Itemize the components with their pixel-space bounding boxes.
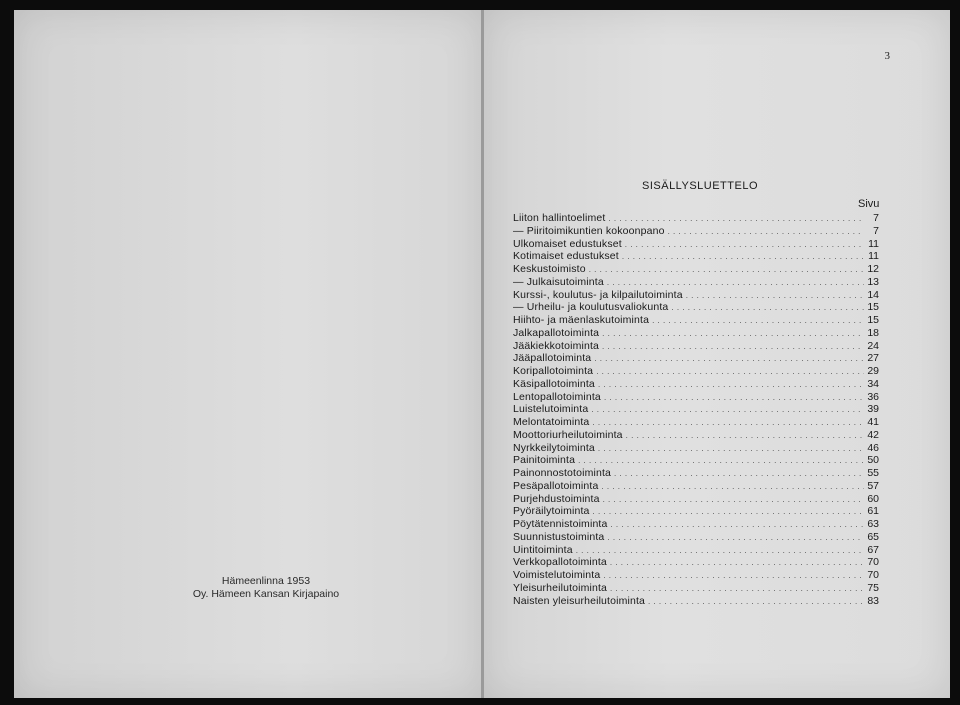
toc-entry [513, 595, 879, 608]
dot-leader [608, 212, 864, 226]
toc-entry [513, 238, 879, 251]
toc-entry-page: 41 [867, 416, 879, 428]
toc-entry [513, 250, 879, 263]
dot-leader [671, 301, 864, 315]
toc-entry-page: 39 [867, 403, 879, 416]
toc-entry [513, 505, 879, 518]
toc-entry [513, 480, 879, 493]
toc-entry [513, 467, 879, 480]
imprint-line-1: Hämeenlinna 1953 [221, 575, 311, 587]
dot-leader [648, 595, 864, 609]
toc-entry-page: 36 [867, 390, 879, 403]
toc-entry [513, 582, 879, 595]
printer-imprint [186, 575, 346, 601]
dot-leader [622, 250, 864, 264]
imprint-line-2: Oy. Hämeen Kansan Kirjapaino [192, 588, 340, 600]
toc-entry-label: Pesäpallotoiminta [513, 479, 599, 492]
toc-entry [513, 544, 879, 557]
toc-entry-label: Luistelutoiminta [513, 403, 589, 416]
toc-entry-label: Liiton hallintoelimet [513, 212, 606, 224]
toc-entry [513, 403, 879, 416]
toc-entry-page: 55 [867, 467, 879, 479]
dot-leader [603, 569, 864, 583]
dot-leader [601, 480, 864, 494]
toc-entry-page: 24 [867, 339, 879, 352]
dot-leader [607, 531, 864, 545]
toc-entry-page: 12 [867, 263, 879, 275]
toc-entry [513, 442, 879, 455]
toc-entry-page: 15 [867, 314, 879, 326]
dot-leader [602, 340, 864, 354]
page-column-header: Sivu [858, 198, 880, 210]
toc-entry [513, 301, 879, 314]
toc-entry-page: 65 [867, 530, 879, 543]
dot-leader [598, 442, 864, 456]
toc-entry-page: 57 [867, 479, 879, 492]
toc-entry [513, 327, 879, 340]
dot-leader [652, 314, 864, 328]
table-of-contents [513, 212, 879, 607]
toc-entry-page: 29 [867, 365, 879, 377]
toc-entry-page: 13 [867, 275, 879, 288]
toc-entry-page: 67 [867, 543, 879, 556]
toc-entry-page: 63 [867, 518, 879, 530]
toc-entry-page: 11 [868, 250, 879, 263]
toc-title: SISÄLLYSLUETTELO [642, 180, 759, 192]
toc-entry [513, 454, 879, 467]
toc-entry-label: Nyrkkeilytoiminta [513, 441, 595, 454]
toc-entry-page: 14 [867, 288, 879, 301]
toc-entry-label: Lentopallotoiminta [513, 390, 601, 403]
toc-entry-page: 34 [867, 377, 879, 390]
toc-entry [513, 531, 879, 544]
dot-leader [603, 493, 864, 507]
toc-entry-page: 27 [867, 352, 879, 365]
toc-entry-page: 70 [867, 569, 879, 581]
dot-leader [610, 556, 864, 570]
dot-leader [593, 505, 864, 519]
toc-entry [513, 212, 879, 225]
toc-entry-label: Jääpallotoiminta [513, 352, 592, 365]
dot-leader [626, 429, 864, 443]
toc-entry-page: 42 [867, 428, 879, 441]
toc-entry [513, 263, 879, 276]
dot-leader [576, 544, 864, 558]
toc-entry [513, 416, 879, 429]
toc-entry [513, 352, 879, 365]
toc-entry-label: — Julkaisutoiminta [513, 275, 604, 288]
toc-entry-page: 7 [873, 212, 879, 224]
dot-leader [610, 518, 864, 532]
toc-entry-label: — Piiritoimikuntien kokoonpano [513, 224, 665, 237]
dot-leader [614, 467, 864, 481]
toc-entry-page: 83 [867, 594, 879, 607]
dot-leader [668, 225, 864, 239]
dot-leader [578, 454, 864, 468]
dot-leader [591, 403, 864, 417]
toc-entry-page: 60 [867, 492, 879, 505]
toc-entry [513, 429, 879, 442]
dot-leader [596, 365, 864, 379]
toc-entry [513, 556, 879, 569]
toc-entry [513, 289, 879, 302]
toc-entry-page: 75 [867, 581, 879, 594]
toc-entry-label: Suunnistustoiminta [513, 530, 605, 543]
dot-leader [604, 391, 864, 405]
dot-leader [589, 263, 864, 277]
toc-entry [513, 340, 879, 353]
toc-entry-label: Ulkomaiset edustukset [513, 237, 622, 250]
toc-entry-label: Painitoiminta [513, 454, 576, 467]
dot-leader [607, 276, 864, 290]
dot-leader [592, 416, 864, 430]
toc-entry-page: 11 [868, 237, 879, 250]
toc-entry-page: 50 [867, 454, 879, 467]
toc-entry [513, 378, 879, 391]
toc-entry [513, 365, 879, 378]
toc-entry-page: 46 [867, 441, 879, 454]
toc-entry-label: Jalkapallotoiminta [513, 326, 600, 339]
toc-entry-label: Melontatoiminta [513, 416, 590, 428]
toc-entry-label: Moottoriurheilutoiminta [513, 428, 623, 441]
dot-leader [594, 352, 864, 366]
page-number: 3 [884, 50, 890, 62]
toc-entry-label: Kurssi-, koulutus- ja kilpailutoiminta [513, 288, 683, 301]
toc-entry-label: Voimistelutoiminta [513, 569, 601, 581]
toc-entry-page: 18 [867, 326, 879, 339]
toc-entry-label: Käsipallotoiminta [513, 377, 595, 390]
toc-entry-label: Hiihto- ja mäenlaskutoiminta [513, 314, 650, 326]
toc-entry-label: — Urheilu- ja koulutusvaliokunta [513, 301, 669, 314]
toc-entry-label: Koripallotoiminta [513, 365, 594, 377]
toc-entry [513, 314, 879, 327]
toc-entry-label: Purjehdustoiminta [513, 492, 600, 505]
dot-leader [602, 327, 864, 341]
toc-entry-page: 15 [867, 301, 879, 314]
toc-entry-label: Yleisurheilutoiminta [513, 581, 608, 594]
toc-entry-page: 70 [867, 556, 879, 569]
toc-entry-label: Painonnostotoiminta [513, 467, 611, 479]
toc-entry-label: Kotimaiset edustukset [513, 250, 619, 263]
dot-leader [598, 378, 864, 392]
toc-entry [513, 493, 879, 506]
toc-entry-label: Keskustoimisto [513, 263, 586, 275]
toc-entry-label: Naisten yleisurheilutoiminta [513, 594, 646, 607]
toc-entry-page: 7 [873, 224, 879, 237]
toc-entry [513, 569, 879, 582]
toc-entry-label: Uintitoiminta [513, 543, 573, 556]
toc-entry [513, 276, 879, 289]
toc-entry-label: Verkkopallotoiminta [513, 556, 607, 569]
toc-entry-label: Pöytätennistoiminta [513, 518, 608, 530]
dot-leader [625, 238, 864, 252]
toc-entry [513, 518, 879, 531]
toc-entry-label: Jääkiekkotoiminta [513, 339, 600, 352]
toc-entry-page: 61 [867, 505, 879, 518]
dot-leader [686, 289, 864, 303]
dot-leader [610, 582, 864, 596]
toc-entry [513, 225, 879, 238]
toc-entry [513, 391, 879, 404]
toc-entry-label: Pyöräilytoiminta [513, 505, 590, 518]
